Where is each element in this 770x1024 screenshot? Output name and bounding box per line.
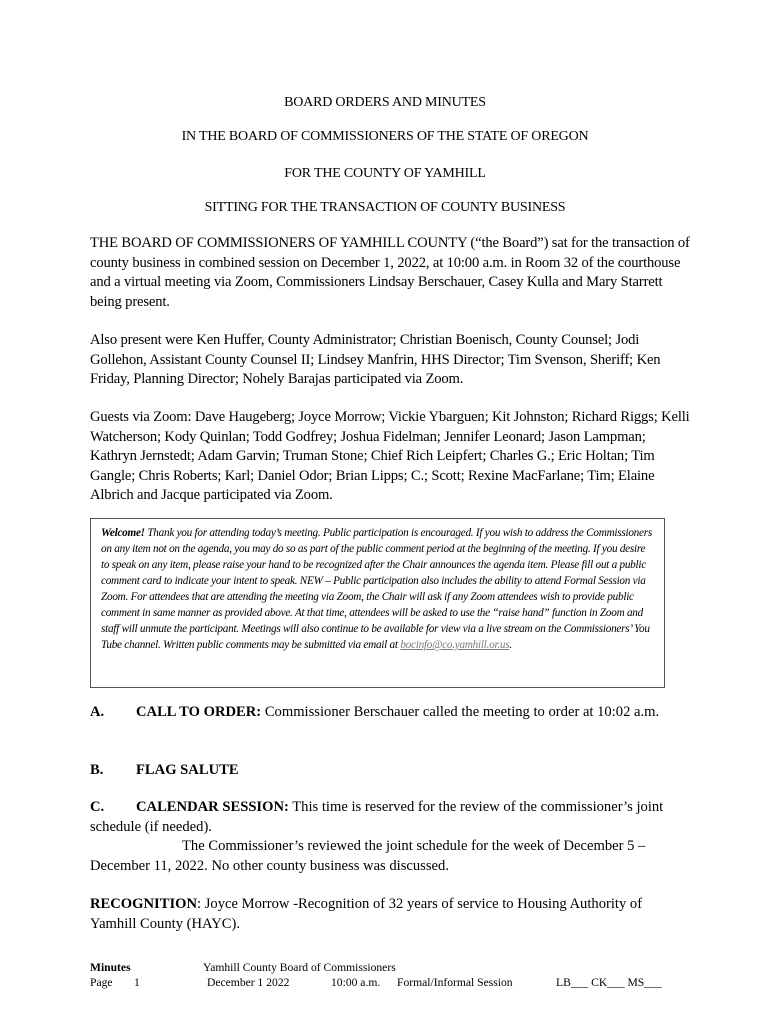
section-title: CALL TO ORDER: <box>136 704 262 720</box>
footer-initials: LB___ CK___ MS___ <box>556 976 662 989</box>
footer-page-number: 1 <box>134 976 140 989</box>
section-letter: C. <box>90 799 105 815</box>
section-text: : Joyce Morrow -Recognition of 32 years of service to Housing Authority of Yamhill County (HAYC). <box>90 896 643 932</box>
welcome-text: Thank you for attending today’s meeting. Public participation is encouraged. If you wish to address the Commissioners on any item not on the agenda, you may do so as part of the public comment period at the beginning of the meeting. If you desire to speak on any item, please raise your hand to be recognized after the Chair announces the agenda item. Please fill out a public comment card to indicate your intent to speak. NEW – Public participation also includes the ability to attend Formal Session via Zoom. For attendees that are attending the meeting via Zoom, the Chair will ask if any Zoom attendees wish to provide public comment in same manner as provided above. At that time, attendees will be asked to use the “raise hand” function in Zoom and staff will unmute the participant. Meetings will also continue to be available for view via a live stream on the Commissioners’ You Tube channel. Written public comments may be submitted via email at <box>101 527 652 651</box>
guests-paragraph: Guests via Zoom: Dave Haugeberg; Joyce Morrow; Vickie Ybarguen; Kit Johnston; Richard Riggs; Kelli Watcherson; Kody Quinlan; Todd Godfrey; Joshua Fidelman; Jennifer Leonard; Jason Lampman; Kathryn Jernstedt; Adam Garvin; Truman Stone; Chief Rich Leipfert; Charles G.; Eric Holtan; Tim Gangle; Chris Roberts; Karl; Daniel Odor; Brian Lipps; C.; Scott; Rexine MacFarlane; Tim; Elaine Albrich and Jacque participated via Zoom. <box>90 409 690 504</box>
email-link[interactable]: bocinfo@co.yamhill.or.us <box>400 639 510 651</box>
footer-time: 10:00 a.m. <box>331 976 381 989</box>
also-present-paragraph: Also present were Ken Huffer, County Administrator; Christian Boenisch, County Counsel; Jodi Gollehon, Assistant County Counsel II; Lindsey Manfrin, HHS Director; Tim Svenson, Sheriff; Ken Friday, Planning Director; Nohely Barajas participated via Zoom. <box>90 332 661 388</box>
footer-org: Yamhill County Board of Commissioners <box>203 961 396 974</box>
section-detail: The Commissioner’s reviewed the joint schedule for the week of December 5 – December 11, 2022. No other county business was discussed. <box>90 838 646 874</box>
section-letter: A. <box>90 704 105 720</box>
welcome-notice-box <box>90 518 665 688</box>
footer-page-label: Page <box>90 976 113 989</box>
section-title: FLAG SALUTE <box>136 762 239 778</box>
section-text: This time is reserved for the review of the commissioner’s joint schedule (if needed). <box>90 799 664 835</box>
section-call-to-order <box>90 703 690 723</box>
section-letter: B. <box>90 762 104 778</box>
section-title: RECOGNITION <box>90 896 198 912</box>
welcome-end: . <box>509 639 512 651</box>
section-text: Commissioner Berschauer called the meeting to order at 10:02 a.m. <box>261 704 660 720</box>
section-calendar-session <box>90 798 690 876</box>
heading-board-orders: BOARD ORDERS AND MINUTES <box>284 95 486 110</box>
heading-state: IN THE BOARD OF COMMISSIONERS OF THE STATE OF OREGON <box>181 129 589 144</box>
footer-minutes-label: Minutes <box>90 961 131 974</box>
section-title: CALENDAR SESSION: <box>136 799 289 815</box>
footer-session: Formal/Informal Session <box>397 976 513 989</box>
section-recognition <box>90 895 690 934</box>
board-paragraph: THE BOARD OF COMMISSIONERS OF YAMHILL COUNTY (“the Board”) sat for the transaction of county business in combined session on December 1, 2022, at 10:00 a.m. in Room 32 of the courthouse and a virtual meeting via Zoom, Commissioners Lindsay Berschauer, Casey Kulla and Mary Starrett being present. <box>90 235 690 310</box>
welcome-label: Welcome! <box>101 527 145 539</box>
heading-sitting: SITTING FOR THE TRANSACTION OF COUNTY BUSINESS <box>204 200 566 215</box>
heading-county: FOR THE COUNTY OF YAMHILL <box>284 166 486 181</box>
footer-date: December 1 2022 <box>207 976 290 989</box>
section-flag-salute <box>90 761 690 781</box>
page-footer <box>90 960 690 990</box>
